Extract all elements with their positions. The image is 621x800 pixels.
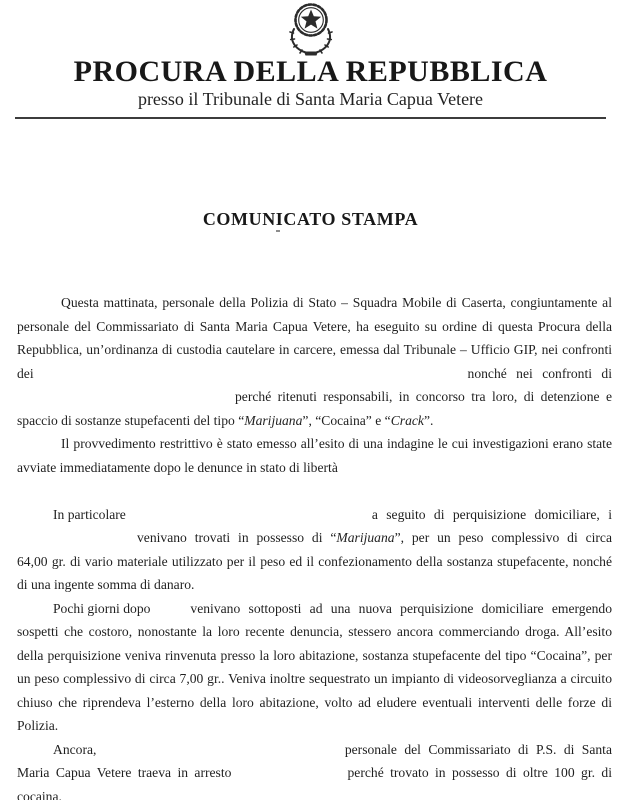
office-subtitle: presso il Tribunale di Santa Maria Capua Vetere bbox=[137, 89, 484, 109]
doc-line bbox=[17, 691, 612, 715]
line-part bbox=[345, 738, 612, 762]
doc-line bbox=[17, 738, 612, 762]
text-segment: Polizia. bbox=[17, 718, 59, 733]
doc-line bbox=[17, 714, 612, 738]
doc-line bbox=[17, 620, 612, 644]
text-segment: ”, “Cocaina” e “ bbox=[302, 412, 391, 428]
scan-speck bbox=[276, 230, 280, 232]
redaction-gap bbox=[17, 518, 53, 519]
redaction-gap bbox=[17, 306, 61, 307]
text-segment: Marijuana bbox=[244, 412, 303, 428]
doc-line bbox=[17, 291, 612, 315]
doc-line bbox=[17, 597, 612, 621]
line-part bbox=[235, 385, 612, 409]
doc-line bbox=[17, 550, 612, 574]
redaction-gap bbox=[150, 597, 190, 598]
text-segment: a seguito di perquisizione domiciliare, i bbox=[371, 506, 612, 522]
line-part bbox=[372, 503, 612, 527]
line-part bbox=[17, 738, 96, 762]
doc-line bbox=[17, 385, 612, 409]
text-segment: Marijuana bbox=[336, 530, 395, 545]
text-segment: Ancora, bbox=[53, 741, 97, 757]
doc-line bbox=[17, 456, 612, 480]
text-segment: Repubblica, un’ordinanza di custodia cautelare in carcere, emessa dal Tribunale – Ufficio GIP, nei confronti bbox=[17, 342, 612, 357]
doc-line bbox=[17, 573, 612, 597]
line-part bbox=[468, 362, 612, 386]
text-segment: della perquisizione veniva rinvenuta presso la loro abitazione, sostanza stupefacente del tipo “Cocaina”, per bbox=[17, 647, 612, 663]
doc-line bbox=[17, 432, 612, 456]
italian-republic-emblem-icon bbox=[0, 0, 621, 54]
text-segment: un peso complessivo di circa 7,00 gr.. Veniva inoltre sequestrato un impianto di videosorveglianza a circuito bbox=[17, 671, 612, 686]
header-divider bbox=[15, 117, 606, 119]
redaction-gap bbox=[17, 447, 61, 448]
text-segment: cocaina. bbox=[17, 788, 62, 800]
text-segment: spaccio di sostanze stupefacenti del tipo “ bbox=[17, 412, 245, 428]
document-heading: COMUNICATO STAMPA bbox=[202, 209, 419, 229]
doc-line bbox=[17, 315, 612, 339]
doc-line bbox=[17, 479, 612, 503]
text-segment: venivano sottoposti ad una nuova perquisizione domiciliare emergendo bbox=[190, 600, 612, 616]
text-segment: perché ritenuti responsabili, in concorso tra loro, di detenzione e bbox=[235, 389, 612, 404]
text-segment: sospetti che costoro, nonostante la loro recente denuncia, stessero ancora commerciando droga. All’esito bbox=[17, 624, 612, 639]
office-title: PROCURA DELLA REPUBBLICA bbox=[73, 55, 548, 88]
line-part bbox=[17, 503, 126, 527]
text-segment: perché trovato in possesso di oltre 100 gr. di bbox=[347, 765, 612, 780]
text-segment: ”, per un peso complessivo di circa bbox=[394, 530, 612, 545]
text-segment: nonché nei confronti di bbox=[467, 365, 612, 381]
text-segment: venivano trovati in possesso di “ bbox=[137, 530, 337, 545]
line-part bbox=[190, 597, 612, 621]
doc-line bbox=[17, 667, 612, 691]
line-part bbox=[53, 597, 150, 621]
redaction-gap bbox=[17, 753, 53, 754]
redaction-gap bbox=[17, 597, 53, 598]
doc-line bbox=[17, 644, 612, 668]
doc-line bbox=[17, 362, 612, 386]
text-segment: In particolare bbox=[53, 506, 126, 522]
doc-line bbox=[17, 503, 612, 527]
text-segment: Crack bbox=[390, 412, 424, 428]
redaction-gap bbox=[17, 526, 137, 527]
doc-line bbox=[17, 761, 612, 785]
text-segment: chiuso che riprendeva l’esterno della loro abitazione, volto ad eludere eventuali interventi delle forze di bbox=[17, 694, 612, 710]
text-segment: di una ingente somma di danaro. bbox=[17, 577, 195, 592]
text-segment: Questa mattinata, personale della Polizia di Stato – Squadra Mobile di Caserta, congiuntamente al bbox=[61, 295, 612, 310]
line-part bbox=[17, 362, 34, 386]
line-part bbox=[17, 761, 231, 785]
doc-line bbox=[17, 785, 612, 800]
redaction-gap bbox=[17, 385, 235, 386]
text-segment: ”. bbox=[423, 412, 434, 428]
line-part bbox=[348, 761, 613, 785]
text-segment: Il provvedimento restrittivo è stato emesso all’esito di una indagine le cui investigazioni erano state bbox=[61, 436, 612, 451]
text-segment: personale del Commissariato di Santa Maria Capua Vetere, ha eseguito su ordine di questa Procura della bbox=[17, 318, 612, 334]
text-segment: Maria Capua Vetere traeva in arresto bbox=[17, 765, 232, 780]
doc-line bbox=[17, 526, 612, 550]
text-segment: dei bbox=[17, 365, 34, 381]
text-segment: personale del Commissariato di P.S. di Santa bbox=[344, 741, 612, 757]
doc-line bbox=[17, 338, 612, 362]
text-segment: Pochi giorni dopo bbox=[53, 600, 151, 616]
text-segment: 64,00 gr. di vario materiale utilizzato per il peso ed il confezionamento della sostanza stupefacente, nonché bbox=[17, 553, 612, 569]
line-part bbox=[137, 526, 612, 550]
document-body bbox=[17, 291, 612, 800]
text-segment: avviate immediatamente dopo le denunce in stato di libertà bbox=[17, 459, 338, 475]
doc-line bbox=[17, 409, 612, 433]
